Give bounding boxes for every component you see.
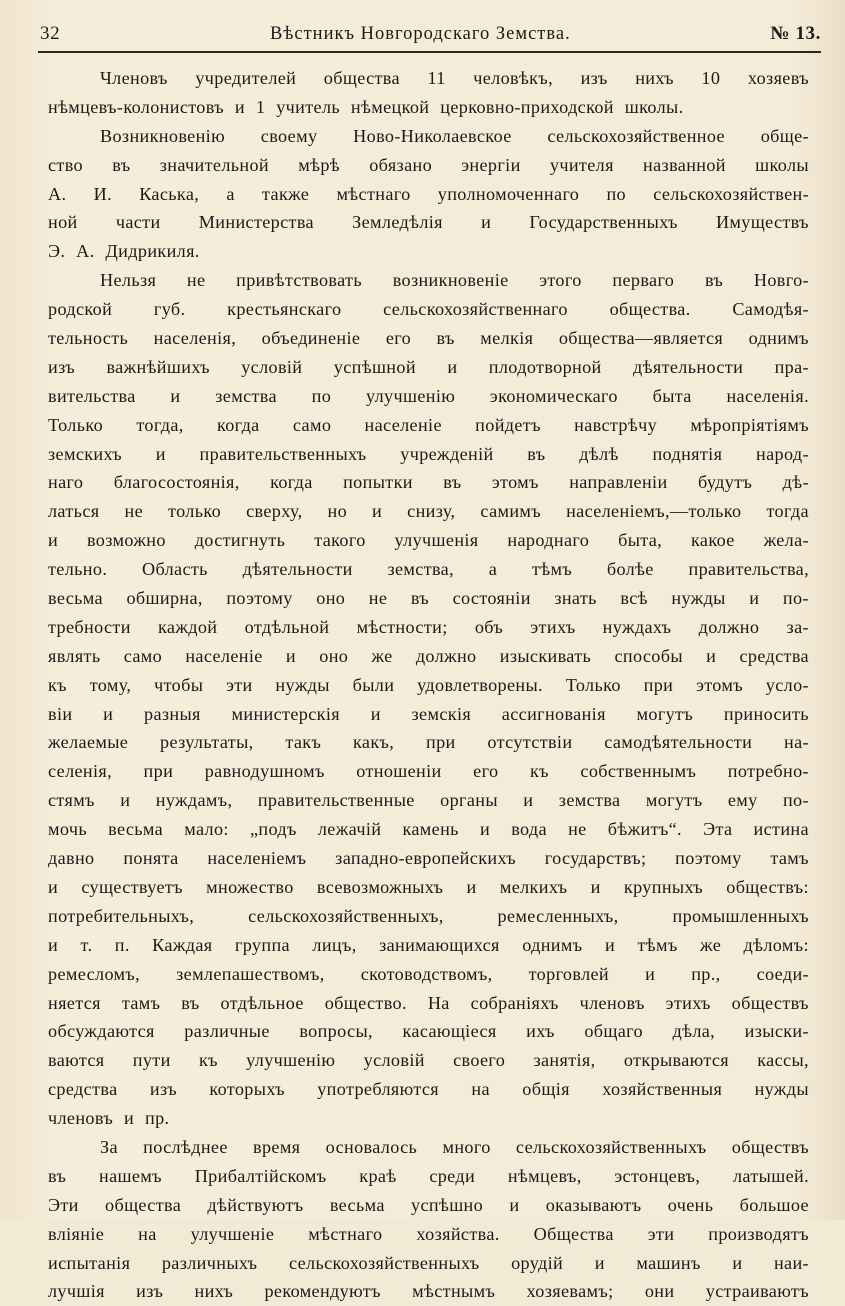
text-line: няется тамъ въ отдѣльное общество. На собраніяхъ членовъ этихъ обществъ bbox=[48, 992, 809, 1013]
text-line: вительства и земства по улучшенію экономическаго быта населенія. bbox=[48, 385, 809, 406]
text-line: родской губ. крестьянскаго сельскохозяйственнаго общества. Самодѣя- bbox=[48, 299, 809, 320]
text-line: латься не только сверху, но и снизу, самимъ населеніемъ,—только тогда bbox=[48, 501, 809, 522]
paragraph bbox=[48, 266, 809, 1133]
header-rule bbox=[38, 51, 821, 53]
text-line: наго благосостоянія, когда попытки въ этомъ направленіи будутъ дѣ- bbox=[48, 472, 809, 493]
text-line: ваются пути къ улучшенію условій своего занятія, открываются кассы, bbox=[48, 1050, 809, 1071]
text-line: тельно. Область дѣятельности земства, а тѣмъ болѣе правительства, bbox=[48, 559, 809, 580]
paragraph bbox=[48, 1133, 809, 1306]
text-line: потребительныхъ, сельскохозяйственныхъ, ремесленныхъ, промышленныхъ bbox=[48, 905, 809, 926]
text-line: членовъ и пр. bbox=[48, 1108, 170, 1129]
text-line: и возможно достигнуть такого улучшенія народнаго быта, какое жела- bbox=[48, 530, 809, 551]
text-line: Э. А. Дидрикиля. bbox=[48, 241, 200, 262]
text-line: изъ важнѣйшихъ условій успѣшной и плодотворной дѣятельности пра- bbox=[48, 356, 809, 377]
text-line: средства изъ которыхъ употребляются на общія хозяйственныя нужды bbox=[48, 1079, 809, 1100]
journal-title: Вѣстникъ Новгородскаго Земства. bbox=[270, 23, 571, 44]
paragraph bbox=[48, 64, 809, 122]
text-line: давно понята населеніемъ западно-европейскихъ государствъ; поэтому тамъ bbox=[48, 848, 809, 869]
text-line: ство въ значительной мѣрѣ обязано энергіи учителя названной школы bbox=[48, 154, 809, 175]
text-line: требности каждой отдѣльной мѣстности; объ этихъ нуждахъ должно за- bbox=[48, 616, 809, 637]
text-line: Членовъ учредителей общества 11 человѣкъ, изъ нихъ 10 хозяевъ bbox=[100, 68, 809, 88]
text-line: обсуждаются различные вопросы, касающіеся ихъ общаго дѣла, изыски- bbox=[48, 1021, 809, 1042]
text-line: къ тому, чтобы эти нужды были удовлетворены. Только при этомъ усло- bbox=[48, 674, 809, 695]
text-line: лучшія изъ нихъ рекомендуютъ мѣстнымъ хозяевамъ; они устраиваютъ bbox=[48, 1281, 809, 1302]
text-line: весьма обширна, поэтому оно не въ состояніи знать всѣ нужды и по- bbox=[48, 588, 809, 609]
article-body bbox=[48, 64, 809, 1306]
text-line: и существуетъ множество всевозможныхъ и мелкихъ и крупныхъ обществъ: bbox=[48, 876, 809, 897]
text-line: испытанія различныхъ сельскохозяйственныхъ орудій и машинъ и наи- bbox=[48, 1252, 809, 1273]
text-line: ремесломъ, землепашествомъ, скотоводствомъ, торговлей и пр., соеди- bbox=[48, 963, 809, 984]
text-line: и т. п. Каждая группа лицъ, занимающихся однимъ и тѣмъ же дѣломъ: bbox=[48, 934, 809, 955]
text-line: ной части Министерства Земледѣлія и Государственныхъ Имуществъ bbox=[48, 212, 809, 233]
text-line: мочь весьма мало: „подъ лежачій камень и вода не бѣжитъ“. Эта истина bbox=[48, 819, 809, 840]
text-line: Возникновенію своему Ново-Николаевское сельскохозяйственное обще- bbox=[100, 125, 809, 146]
text-line: вліяніе на улучшеніе мѣстнаго хозяйства. Общества эти производятъ bbox=[48, 1223, 809, 1244]
text-line: А. И. Каська, а также мѣстнаго уполномоченнаго по сельскохозяйствен- bbox=[48, 183, 809, 204]
text-line: За послѣднее время основалось много сельскохозяйственныхъ обществъ bbox=[100, 1136, 809, 1157]
text-line: желаемые результаты, такъ какъ, при отсутствіи самодѣятельности на- bbox=[48, 732, 809, 753]
text-line: Только тогда, когда само населеніе пойдетъ навстрѣчу мѣропріятіямъ bbox=[48, 414, 809, 435]
text-line: Эти общества дѣйствуютъ весьма успѣшно и оказываютъ очень большое bbox=[48, 1194, 809, 1215]
text-line: віи и разныя министерскія и земскія ассигнованія могутъ приносить bbox=[48, 703, 809, 724]
text-line: нѣмцевъ-колонистовъ и 1 учитель нѣмецкой церковно-приходской школы. bbox=[48, 96, 684, 117]
text-line: въ нашемъ Прибалтійскомъ краѣ среди нѣмцевъ, эстонцевъ, латышей. bbox=[48, 1165, 809, 1186]
text-line: стямъ и нуждамъ, правительственные органы и земства могутъ ему по- bbox=[48, 790, 809, 811]
text-line: селенія, при равнодушномъ отношеніи его къ собственнымъ потребно- bbox=[48, 761, 809, 782]
text-line: являть само населеніе и оно же должно изыскивать способы и средства bbox=[48, 645, 809, 666]
page-number: 32 bbox=[40, 23, 61, 44]
page-header bbox=[40, 20, 821, 48]
text-line: Нельзя не привѣтствовать возникновеніе этого перваго въ Новго- bbox=[100, 270, 809, 291]
paragraph bbox=[48, 122, 809, 266]
issue-number: № 13. bbox=[770, 23, 821, 44]
text-line: земскихъ и правительственныхъ учрежденій въ дѣлѣ поднятія народ- bbox=[48, 443, 809, 464]
text-line: тельность населенія, объединеніе его въ мелкія общества—является однимъ bbox=[48, 328, 809, 349]
